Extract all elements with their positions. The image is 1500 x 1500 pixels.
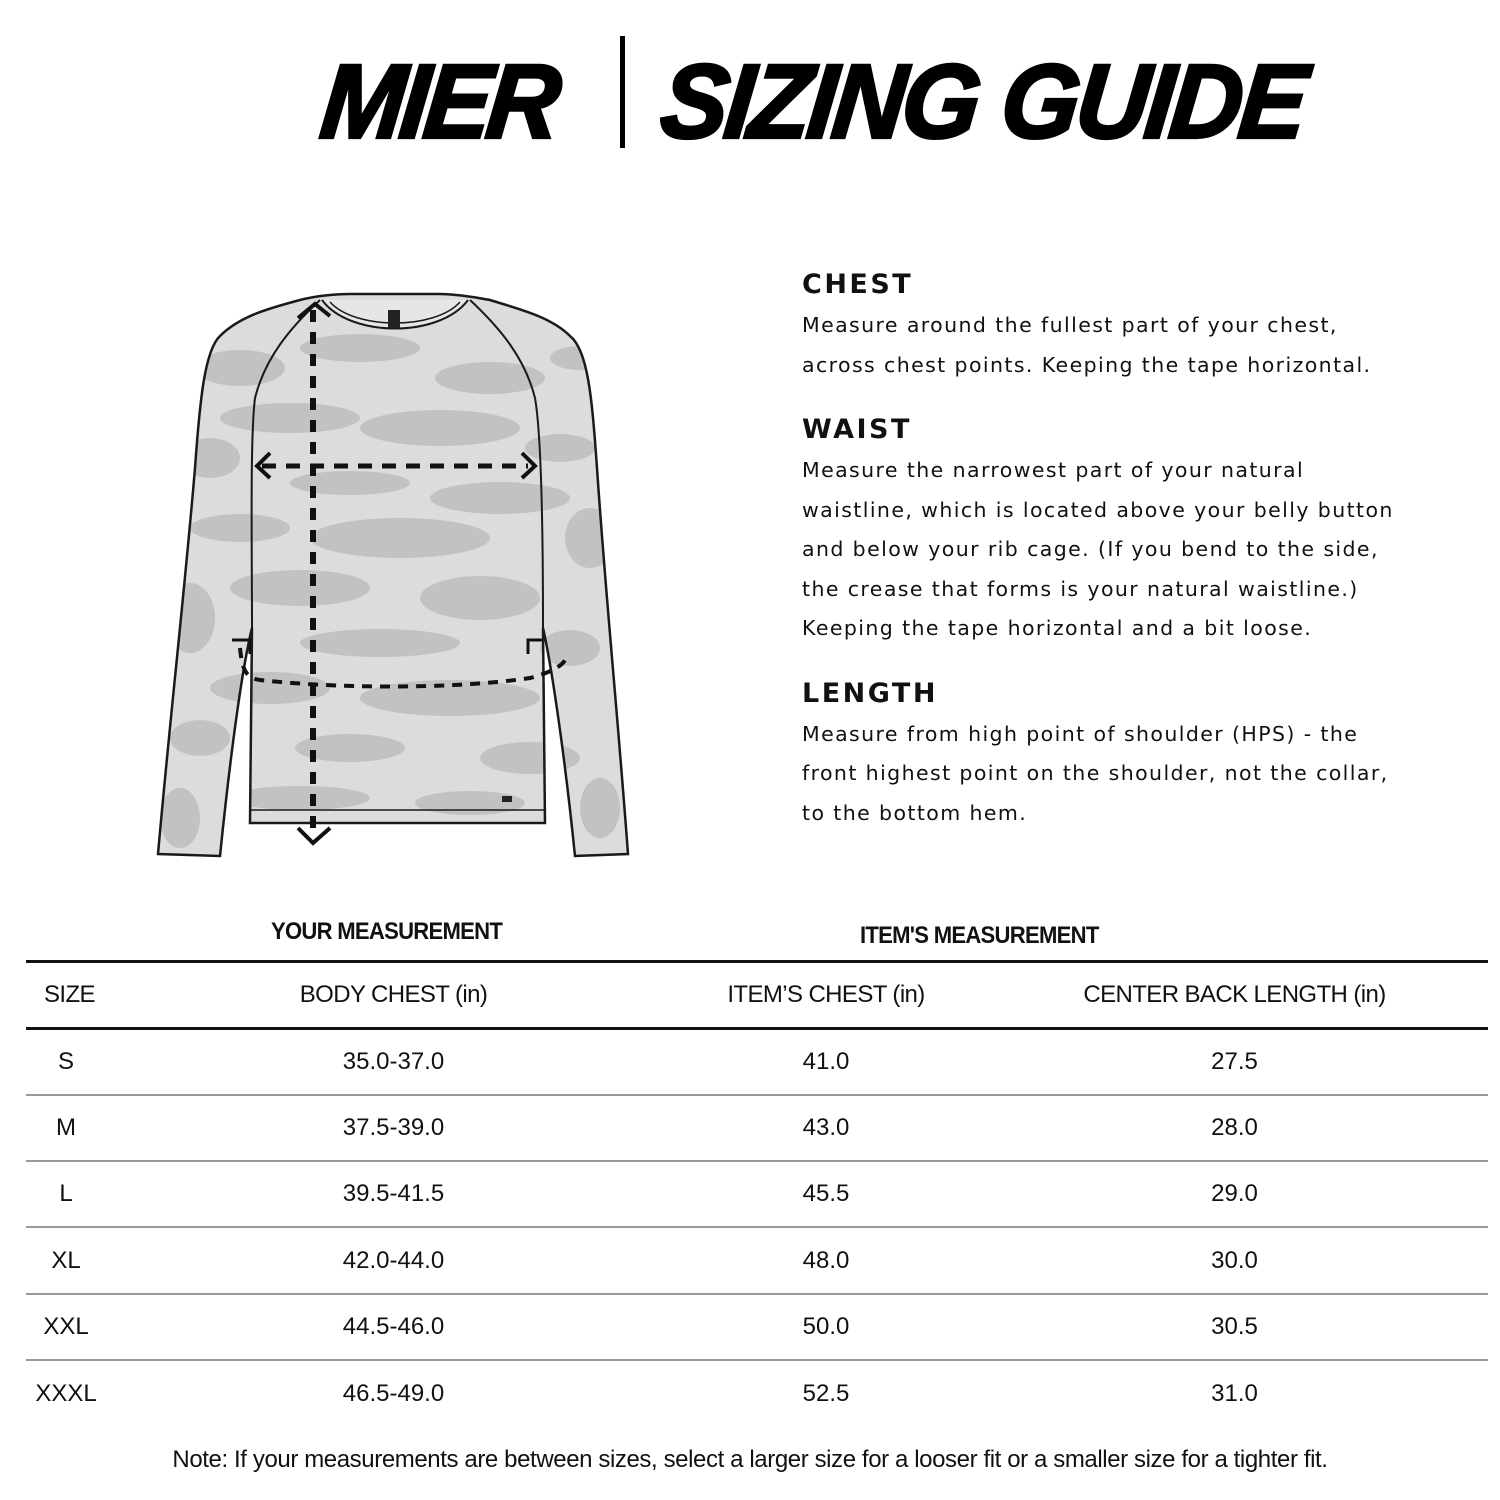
- table-row: [26, 1360, 1488, 1426]
- body-chest-cell: 46.5-49.0: [342, 1379, 445, 1407]
- page-title: SIZING GUIDE: [655, 43, 1311, 161]
- table-header-row: [26, 962, 1488, 1029]
- text-line: Measure around the fullest part of your chest,: [802, 313, 1338, 337]
- body-chest-cell: 35.0-37.0: [342, 1047, 445, 1075]
- size-cell: XL: [51, 1246, 81, 1274]
- item-chest-cell: 43.0: [802, 1113, 850, 1141]
- table-row: [26, 1294, 1488, 1360]
- table-row: [26, 1161, 1488, 1227]
- body-chest-cell: 42.0-44.0: [342, 1246, 445, 1274]
- chest-heading: CHEST: [802, 269, 914, 300]
- your-measurement-header: YOUR MEASUREMENT: [271, 918, 503, 945]
- length-cell: 29.0: [1211, 1180, 1258, 1208]
- text-line: the crease that forms is your natural waistline.): [802, 576, 1359, 601]
- text-line: front highest point on the shoulder, not the collar,: [802, 761, 1389, 785]
- item-chest-cell: 41.0: [802, 1047, 850, 1075]
- brand-logo: MIER: [315, 43, 563, 161]
- size-cell: XXXL: [35, 1379, 97, 1407]
- table-row: [26, 1029, 1488, 1095]
- length-cell: 31.0: [1211, 1379, 1258, 1407]
- column-header-item-chest: ITEM’S CHEST (in): [727, 981, 925, 1008]
- body-chest-cell: 37.5-39.0: [342, 1113, 445, 1141]
- waist-description: [802, 451, 1482, 649]
- item-measurement-header: ITEM'S MEASUREMENT: [860, 922, 1099, 949]
- body-chest-cell: 39.5-41.5: [342, 1180, 445, 1208]
- text-line: Measure from high point of shoulder (HPS) - the: [802, 721, 1359, 746]
- length-cell: 30.0: [1211, 1246, 1258, 1274]
- size-cell: S: [57, 1047, 74, 1075]
- length-cell: 30.5: [1211, 1312, 1258, 1340]
- shirt-illustration: [150, 288, 640, 863]
- item-chest-cell: 52.5: [802, 1379, 850, 1407]
- table-row: [26, 1095, 1488, 1161]
- length-arrow-bottom-icon: [298, 828, 330, 843]
- chest-description: [802, 306, 1482, 385]
- waist-instruction: [802, 413, 1482, 649]
- item-chest-cell: 45.5: [802, 1180, 850, 1208]
- column-header-center-back-length: CENTER BACK LENGTH (in): [1083, 981, 1386, 1008]
- header-divider: [620, 36, 625, 148]
- text-line: and below your rib cage. (If you bend to the side,: [802, 537, 1379, 561]
- size-cell: XXL: [43, 1312, 89, 1340]
- item-chest-cell: 48.0: [802, 1246, 850, 1274]
- text-line: waistline, which is located above your belly button: [802, 497, 1394, 522]
- text-line: Measure the narrowest part of your natural: [802, 458, 1305, 482]
- column-header-size: SIZE: [44, 981, 95, 1008]
- waist-heading: WAIST: [802, 414, 912, 445]
- length-description: [802, 715, 1482, 834]
- length-instruction: [802, 677, 1482, 834]
- text-line: Keeping the tape horizontal and a bit loose.: [802, 616, 1313, 640]
- table-row: [26, 1227, 1488, 1293]
- text-line: across chest points. Keeping the tape horizontal.: [802, 352, 1372, 377]
- text-line: to the bottom hem.: [802, 800, 1028, 825]
- length-cell: 28.0: [1211, 1113, 1258, 1141]
- length-cell: 27.5: [1211, 1047, 1258, 1075]
- body-chest-cell: 44.5-46.0: [342, 1312, 445, 1340]
- page-header: [0, 30, 1500, 161]
- size-cell: M: [56, 1113, 76, 1141]
- length-heading: LENGTH: [802, 677, 938, 709]
- measurement-instructions: [802, 268, 1482, 861]
- chest-instruction: [802, 268, 1482, 385]
- sizing-note: Note: If your measurements are between sizes, select a larger size for a looser fit or a smaller size for a tighter fit.: [172, 1446, 1328, 1473]
- column-header-body-chest: BODY CHEST (in): [299, 981, 488, 1008]
- size-cell: L: [59, 1180, 73, 1208]
- item-chest-cell: 50.0: [802, 1312, 850, 1340]
- size-chart-table: [26, 960, 1488, 1426]
